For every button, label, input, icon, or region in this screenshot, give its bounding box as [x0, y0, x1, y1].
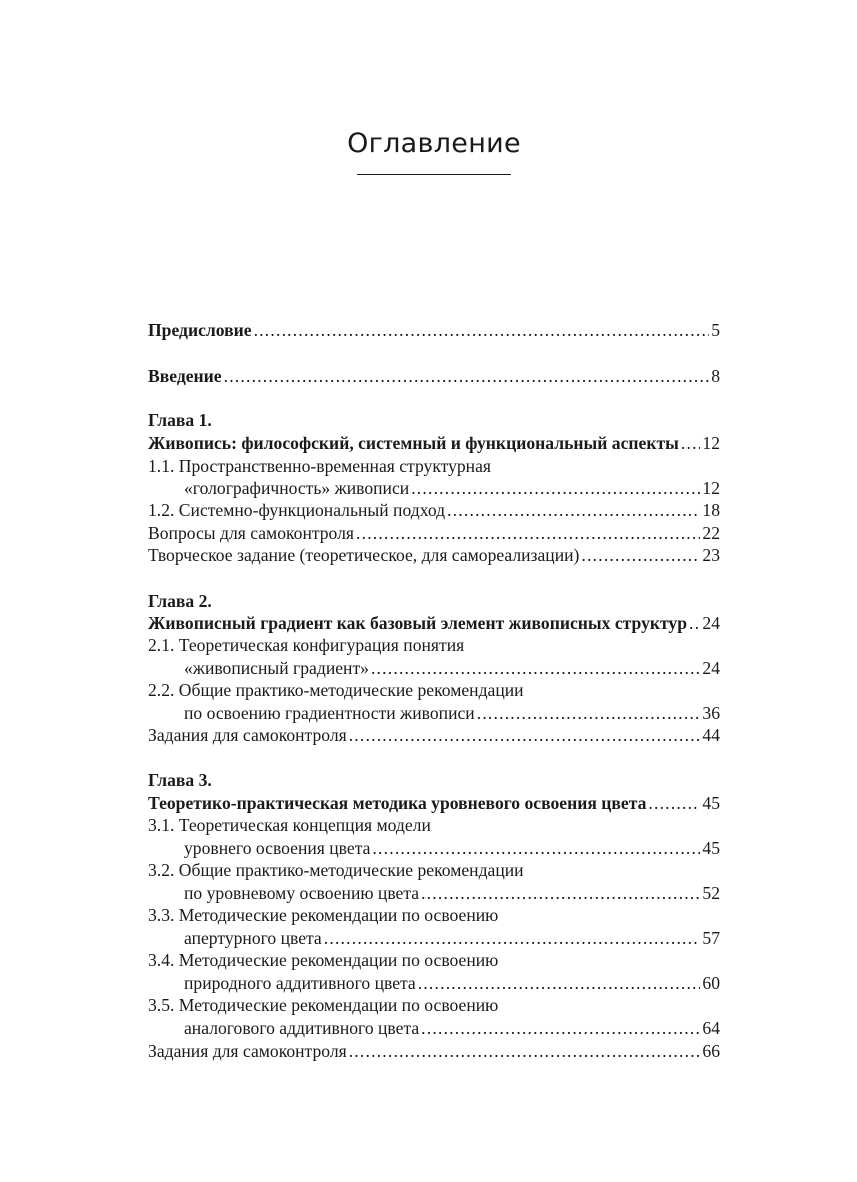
title-underline [357, 174, 511, 175]
dot-leader [689, 612, 700, 634]
dot-leader [349, 724, 701, 746]
toc-label: по освоению градиентности живописи [184, 703, 475, 723]
toc-entry-section-2-2[interactable] [184, 702, 720, 724]
toc-page-number: 45 [702, 838, 720, 858]
toc-page-number: 12 [702, 478, 720, 498]
dot-leader [477, 702, 701, 724]
toc-page-number: 22 [702, 523, 720, 543]
toc-page-number: 66 [702, 1041, 720, 1061]
toc-section-label: 3.3. Методические рекомендации по освоению [148, 905, 499, 925]
toc-page-number: 52 [702, 883, 720, 903]
toc-entry-chapter-3[interactable] [148, 792, 720, 814]
toc-section-label: 3.2. Общие практико-методические рекомендации [148, 860, 524, 880]
chapter-heading: Глава 1. [148, 410, 212, 430]
toc-section-label: 3.4. Методические рекомендации по освоению [148, 950, 499, 970]
toc-entry-preface[interactable] [148, 319, 720, 341]
toc-label: аналогового аддитивного цвета [184, 1018, 420, 1038]
toc-entry-section-3-1[interactable] [184, 837, 720, 859]
toc-entry-section-3-2[interactable] [184, 882, 720, 904]
toc-entry-section-2-1[interactable] [184, 657, 720, 679]
toc-entry-section-3-5[interactable] [184, 1017, 720, 1039]
dot-leader [371, 657, 700, 679]
toc-label: Предисловие [148, 320, 252, 340]
toc-entry-chapter-2[interactable] [148, 612, 720, 634]
toc-page-number: 24 [702, 658, 720, 678]
toc-section-label: 2.1. Теоретическая конфигурация понятия [148, 635, 465, 655]
toc-page-number: 36 [702, 703, 720, 723]
toc-section-label: 1.1. Пространственно-временная структурная [148, 456, 492, 476]
toc-entry-questions-1[interactable] [148, 522, 720, 544]
toc-label: Живопись: философский, системный и функциональный аспекты [148, 433, 679, 453]
toc-label: «живописный градиент» [184, 658, 369, 678]
toc-page-number: 64 [702, 1018, 720, 1038]
toc-label: «голографичность» живописи [184, 478, 410, 498]
toc-page-number: 57 [702, 928, 720, 948]
chapter-heading: Глава 3. [148, 770, 212, 790]
toc-label: Живописный градиент как базовый элемент живописных структур [148, 613, 687, 633]
toc-page-number: 45 [702, 793, 720, 813]
toc-entry-section-3-4[interactable] [184, 972, 720, 994]
toc-entry-task-1[interactable] [148, 544, 720, 566]
toc-label: уровнего освоения цвета [184, 838, 371, 858]
toc-label: 1.2. Системно-функциональный подход [148, 500, 446, 520]
toc-section-label: 3.5. Методические рекомендации по освоению [148, 995, 499, 1015]
toc-label: апертурного цвета [184, 928, 322, 948]
toc-entry-intro[interactable] [148, 365, 720, 387]
toc-entry-section-3-3[interactable] [184, 927, 720, 949]
toc-label: Вопросы для самоконтроля [148, 523, 354, 543]
toc-page-number: 60 [702, 973, 720, 993]
toc-label: по уровневому освоению цвета [184, 883, 420, 903]
dot-leader [224, 365, 710, 387]
toc-label: Задания для самоконтроля [148, 1041, 347, 1061]
toc-entry-section-1-2[interactable] [148, 499, 720, 521]
dot-leader [349, 1040, 701, 1062]
dot-leader [648, 792, 700, 814]
dot-leader [254, 319, 710, 341]
toc-page-number: 24 [702, 613, 720, 633]
dot-leader [581, 544, 700, 566]
toc-page-number: 8 [711, 366, 720, 386]
dot-leader [411, 477, 700, 499]
dot-leader [372, 837, 700, 859]
toc-entry-section-1-1[interactable] [184, 477, 720, 499]
toc-page-number: 18 [702, 500, 720, 520]
toc-page-number: 12 [702, 433, 720, 453]
toc-label: Теоретико-практическая методика уровневого освоения цвета [148, 793, 647, 813]
toc-label: Творческое задание (теоретическое, для самореализации) [148, 545, 580, 565]
toc-page-number: 5 [711, 320, 720, 340]
dot-leader [421, 882, 700, 904]
dot-leader [324, 927, 701, 949]
page-title: Оглавление [347, 128, 521, 159]
toc-entry-chapter-1[interactable] [148, 432, 720, 454]
toc-page-number: 44 [702, 725, 720, 745]
toc-page-number: 23 [702, 545, 720, 565]
chapter-heading: Глава 2. [148, 591, 212, 611]
toc-label: природного аддитивного цвета [184, 973, 416, 993]
dot-leader [447, 499, 700, 521]
toc-label: Задания для самоконтроля [148, 725, 347, 745]
toc-label: Введение [148, 366, 222, 386]
toc-section-label: 2.2. Общие практико-методические рекомендации [148, 680, 524, 700]
dot-leader [421, 1017, 700, 1039]
dot-leader [356, 522, 700, 544]
toc-entry-tasks-2[interactable] [148, 724, 720, 746]
dot-leader [681, 432, 701, 454]
toc-entry-tasks-3[interactable] [148, 1040, 720, 1062]
dot-leader [418, 972, 701, 994]
toc-section-label: 3.1. Теоретическая концепция модели [148, 815, 431, 835]
